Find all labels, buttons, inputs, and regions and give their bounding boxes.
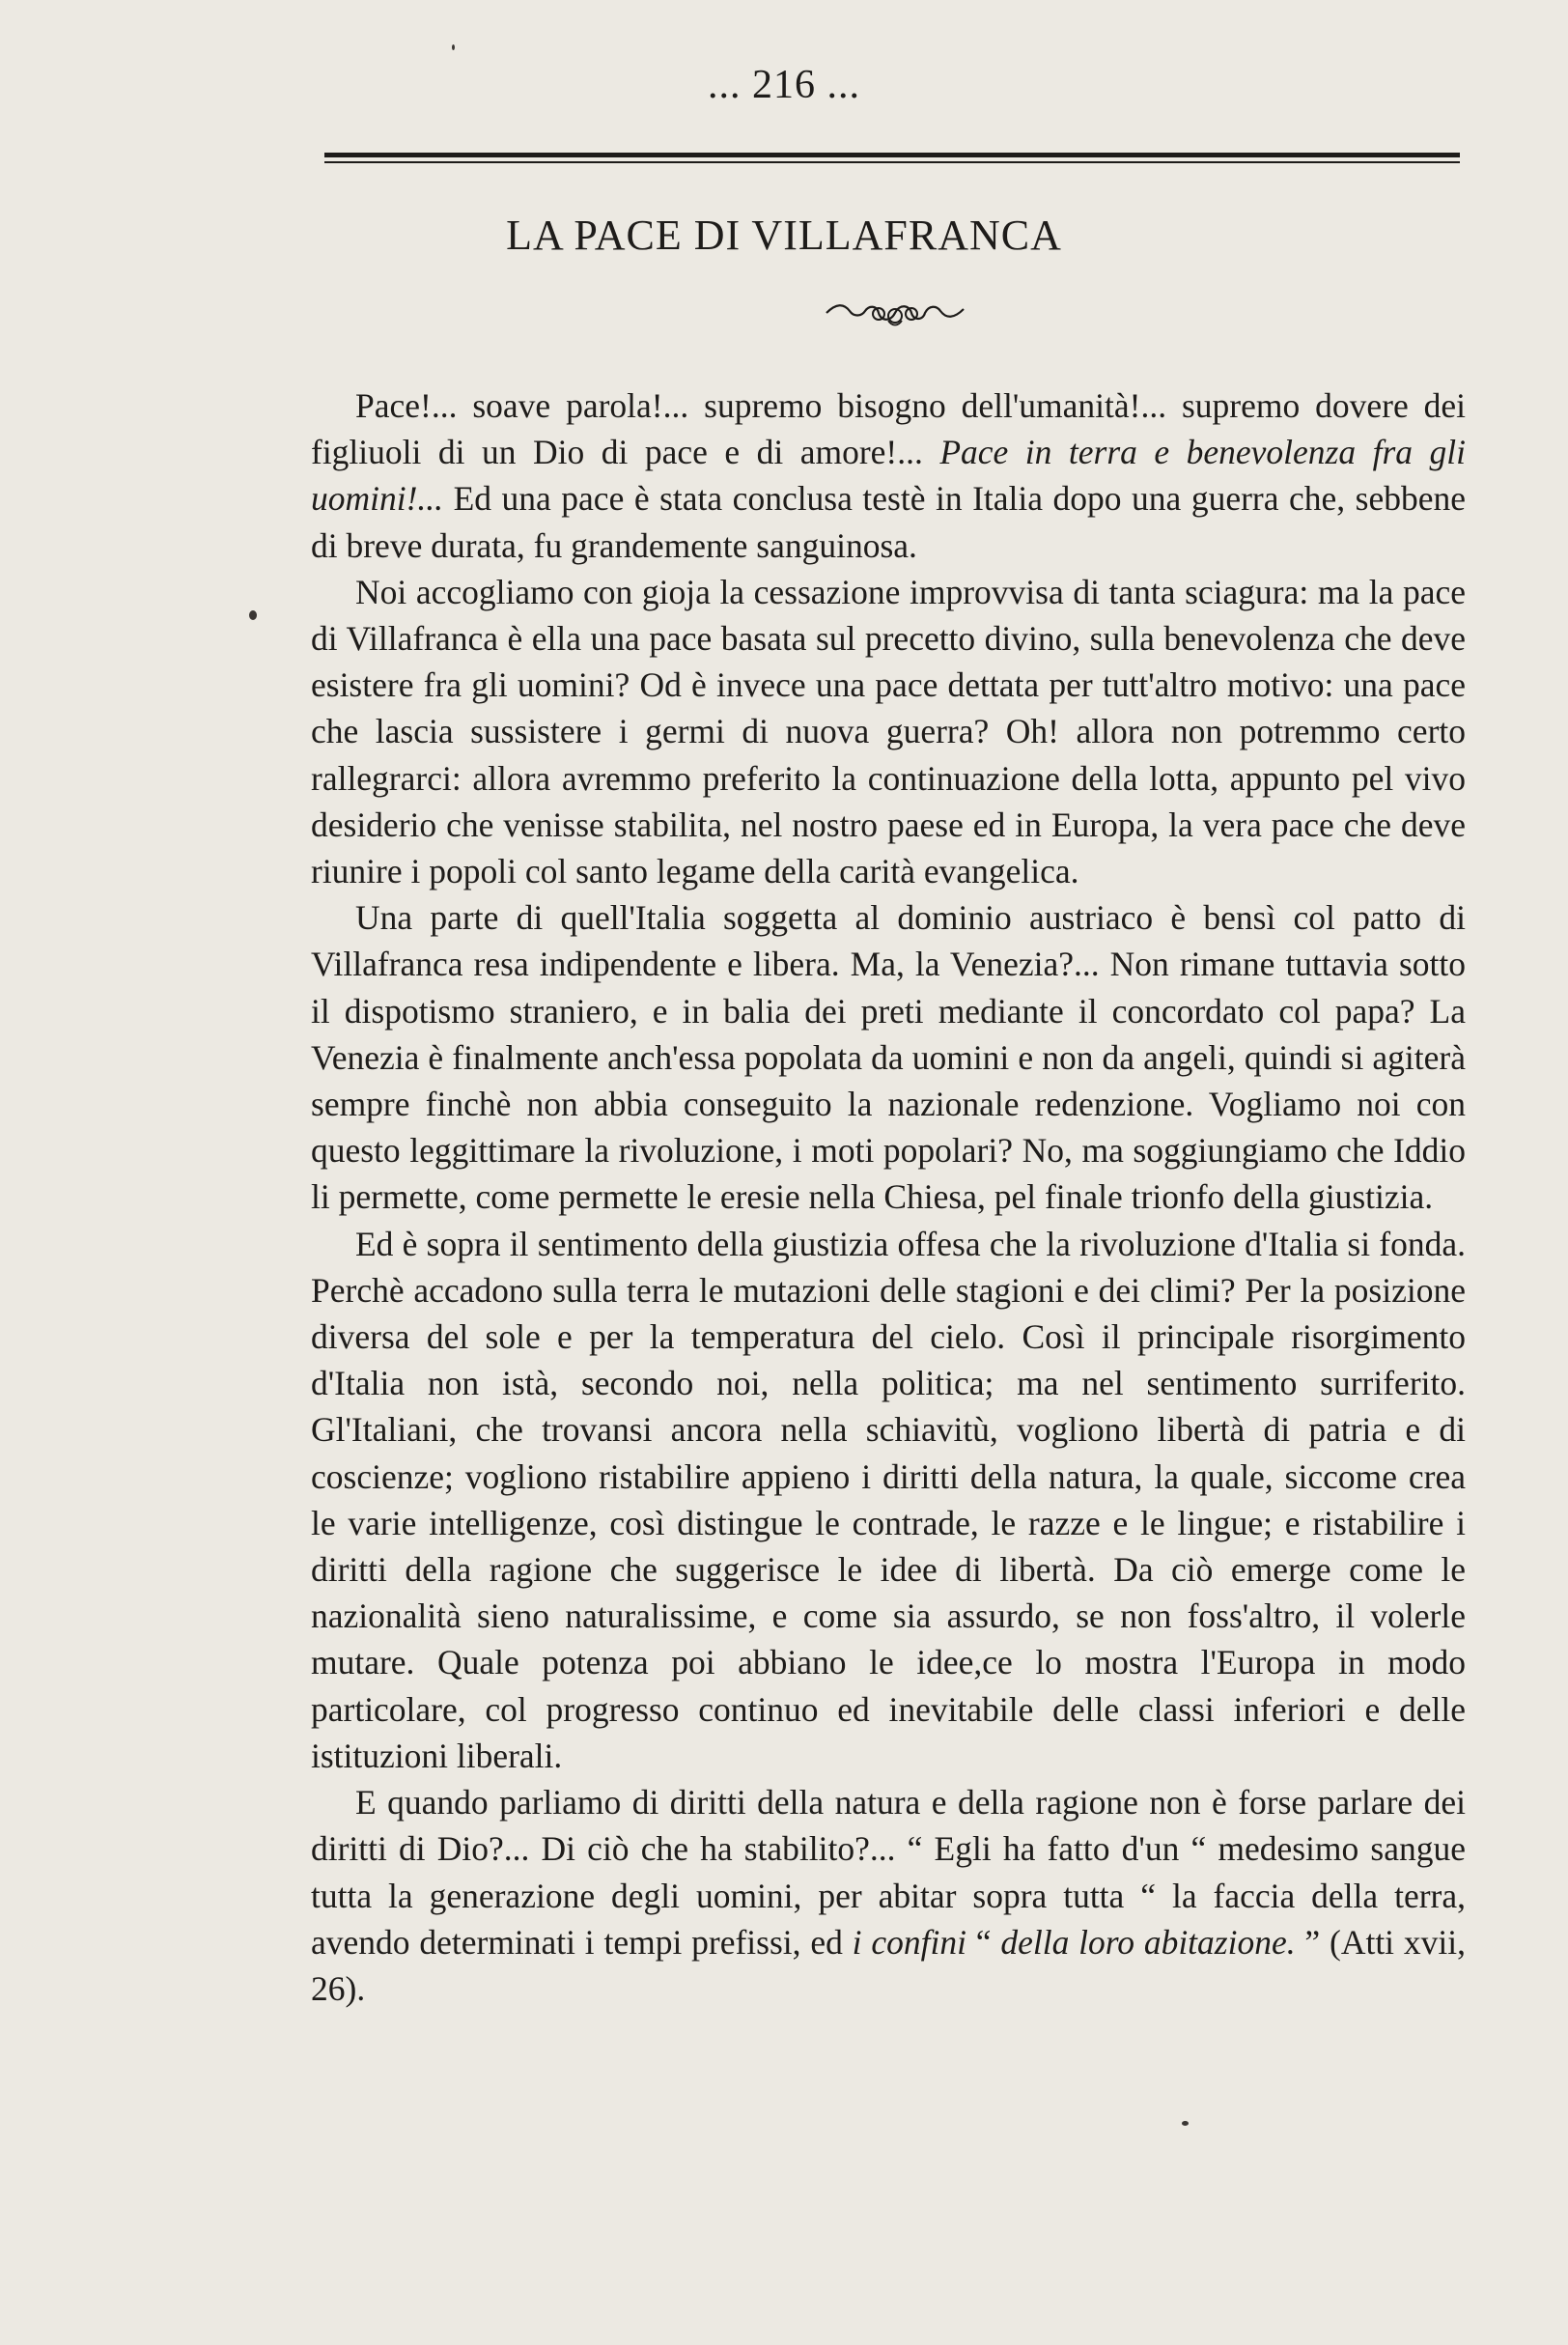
- header-rule-thick: [324, 153, 1460, 157]
- text-run: “: [966, 1922, 1001, 1962]
- italic-text-run: della loro abitazione.: [1000, 1922, 1296, 1962]
- italic-text-run: Pace in terra e benevolenza fra gli uomini!...: [311, 433, 1466, 519]
- body-paragraph: [311, 894, 1466, 1220]
- print-speck: [249, 610, 257, 620]
- text-run: Ed una pace è stata conclusa testè in Italia dopo una guerra che, sebbene di breve durata, fu grandemente sanguinosa.: [311, 479, 1466, 565]
- chapter-title: LA PACE DI VILLAFRANCA: [506, 212, 1062, 259]
- page-number: ... 216 ...: [708, 63, 860, 107]
- text-run: Noi accogliamo con gioja la cessazione improvvisa di tanta sciagura: ma la pace di Villafranca è ella una pace basata sul precetto divino, sulla benevolenza che deve esistere fra gli uomini? Od è invece una pace dettata per tutt'altro motivo: una pace che lascia sussistere i germi di nuova guerra? Oh! allora non potremmo certo rallegrarci: allora avremmo preferito la continuazione della lotta, appunto pel vivo desiderio che venisse stabilita, nel nostro paese ed in Europa, la vera pace che deve riunire i popoli col santo legame della carità evangelica.: [311, 572, 1466, 891]
- body-paragraph: [311, 1221, 1466, 1779]
- ornamental-flourish-icon: [823, 297, 967, 328]
- print-speck: [452, 44, 455, 50]
- body-paragraph: [311, 382, 1466, 569]
- article-body: [311, 382, 1466, 2012]
- text-run: E quando parliamo di diritti della natura e della ragione non è forse parlare dei diritti di Dio?... Di ciò che ha stabilito?... “ Egli ha fatto d'un “ medesimo sangue tutta la generazione degli uomini, per abitar sopra tutta “ la faccia della terra, avendo determinati i tempi prefissi, ed: [311, 1783, 1466, 1962]
- body-paragraph: [311, 1779, 1466, 2012]
- text-run: Una parte di quell'Italia soggetta al dominio austriaco è bensì col patto di Villafranca resa indipendente e libera. Ma, la Venezia?... Non rimane tuttavia sotto il dispotismo straniero, e in balia dei preti mediante il concordato col papa? La Venezia è finalmente anch'essa popolata da uomini e non da angeli, quindi si agiterà sempre finchè non abbia conseguito la nazionale redenzione. Vogliamo noi con questo leggittimare la rivoluzione, i moti popolari? No, ma soggiungiamo che Iddio li permette, come permette le eresie nella Chiesa, pel finale trionfo della giustizia.: [311, 898, 1466, 1217]
- text-run: Pace!... soave parola!... supremo bisogno dell'umanità!... supremo dovere dei figliuoli di un Dio di pace e di amore!...: [311, 386, 1466, 472]
- text-run: ” (Atti xvii, 26).: [311, 1922, 1466, 2008]
- header-rule-thin: [324, 161, 1460, 163]
- body-paragraph: [311, 569, 1466, 894]
- text-run: Ed è sopra il sentimento della giustizia offesa che la rivoluzione d'Italia si fonda. Perchè accadono sulla terra le mutazioni delle stagioni e dei climi? Per la posizione diversa del sole e per la temperatura del cielo. Così il principale risorgimento d'Italia non istà, secondo noi, nella politica; ma nel sentimento surriferito. Gl'Italiani, che trovansi ancora nella schiavitù, vogliono libertà di patria e di coscienze; vogliono ristabilire appieno i diritti della natura, la quale, siccome crea le varie intelligenze, così distingue le contrade, le razze e le lingue; e ristabilire i diritti della ragione che suggerisce le idee di libertà. Da ciò emerge come le nazionalità sieno naturalissime, e come sia assurdo, se non foss'altro, il volerle mutare. Quale potenza poi abbiano le idee,ce lo mostra l'Europa in modo particolare, col progresso continuo ed inevitabile delle classi inferiori e delle istituzioni liberali.: [311, 1224, 1466, 1775]
- print-speck: [1182, 2121, 1189, 2126]
- italic-text-run: i confini: [852, 1922, 966, 1962]
